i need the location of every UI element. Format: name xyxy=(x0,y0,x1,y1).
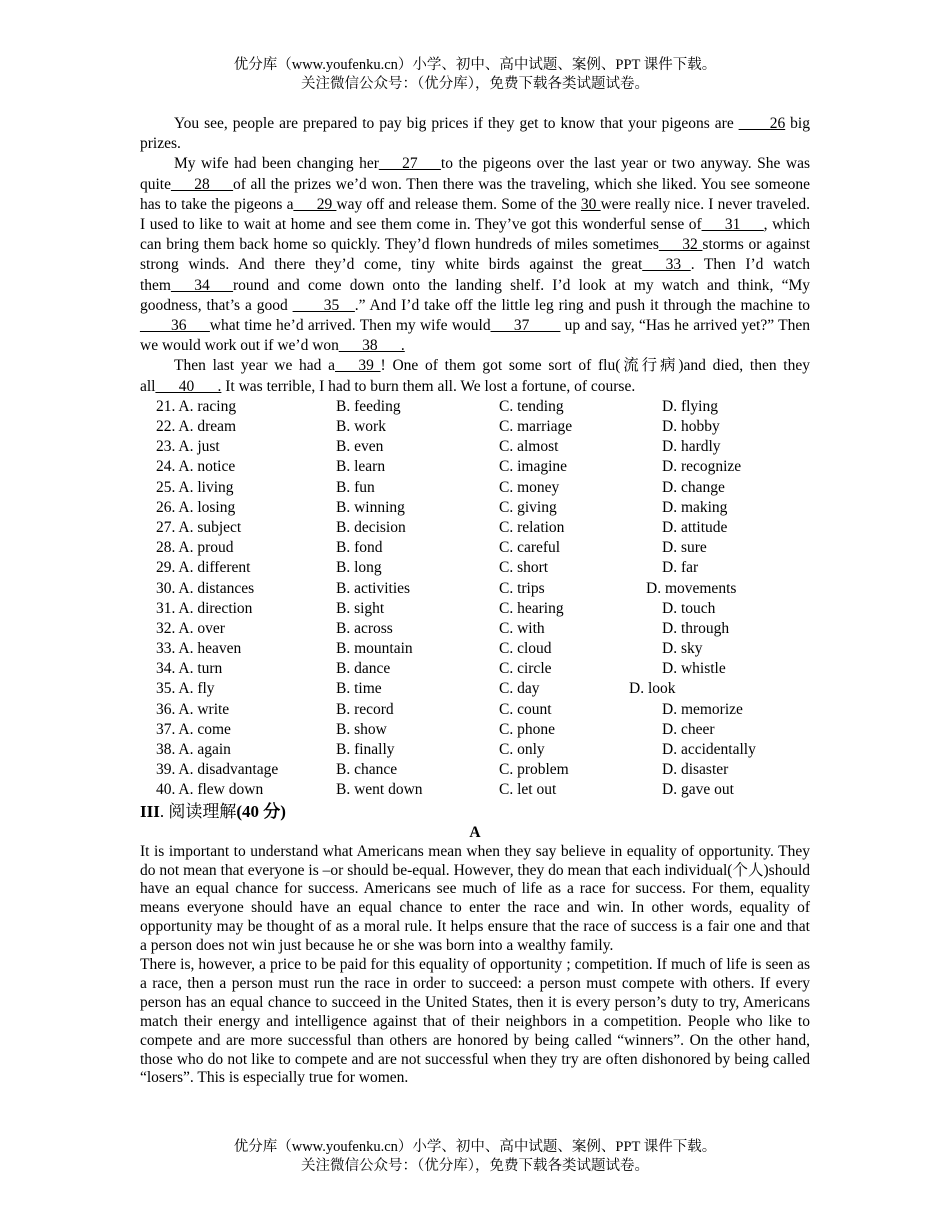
option-row-21 xyxy=(140,397,810,417)
option-a: 26. A. losing xyxy=(156,498,236,516)
option-row-22 xyxy=(140,417,810,437)
section-score: (40 分) xyxy=(236,801,286,821)
option-row-26 xyxy=(140,498,810,518)
option-b: B. time xyxy=(336,680,382,698)
option-d: D. look xyxy=(629,680,676,698)
option-b: B. fun xyxy=(336,478,375,496)
option-c: C. imagine xyxy=(499,458,568,476)
option-b: B. mountain xyxy=(336,640,413,658)
text-run: Then last year we had a xyxy=(174,357,336,375)
blank-26: ____26 xyxy=(738,115,786,132)
text-run: up and say, “Has he arrived yet?” Then we would work out if we’d won xyxy=(140,317,810,355)
option-b: B. record xyxy=(336,700,394,718)
passage-paragraph-1: It is important to understand what Americans mean when they say believe in equality of opportunity. They do not mean that everyone is –or should be-equal. However, they do mean that each individual(个人)should have an equal chance for success. Americans see much of life as a race for success. For them, equality means everyone should have an equal chance to enter the race and win. In other words, equality of opportunity may be thought of as a moral rule. It helps ensure that the race of success is a fair one and that a person does not win just because he or she was born into a wealthy family. xyxy=(140,842,810,955)
option-b: B. went down xyxy=(336,781,423,799)
option-b: B. long xyxy=(336,559,382,577)
section-title: 阅读理解 xyxy=(168,801,237,821)
cloze-paragraph-3 xyxy=(140,356,810,396)
option-a: 32. A. over xyxy=(156,619,225,637)
option-a: 24. A. notice xyxy=(156,458,236,476)
option-a: 27. A. subject xyxy=(156,518,242,536)
option-d: D. sky xyxy=(662,640,703,658)
option-row-30 xyxy=(140,579,810,599)
options-list xyxy=(140,397,810,801)
option-a: 23. A. just xyxy=(156,438,220,456)
option-c: C. giving xyxy=(499,498,557,516)
option-b: B. show xyxy=(336,720,387,738)
option-d: D. hobby xyxy=(662,418,720,436)
passage-title: A xyxy=(469,823,481,841)
cloze-paragraph-2 xyxy=(140,154,810,356)
option-c: C. count xyxy=(499,700,552,718)
option-d: D. through xyxy=(662,619,730,637)
option-row-28 xyxy=(140,538,810,558)
option-c: C. cloud xyxy=(499,640,552,658)
option-d: D. accidentally xyxy=(662,741,756,759)
option-row-37 xyxy=(140,720,810,740)
text-run: big prizes. xyxy=(140,115,810,153)
option-row-39 xyxy=(140,760,810,780)
section-dot: . xyxy=(159,801,169,821)
option-row-31 xyxy=(140,599,810,619)
text-run: , which can bring them back home so quickly. They’d flown hundreds of miles sometimes xyxy=(140,216,810,254)
option-c: C. let out xyxy=(499,781,557,799)
text-run: to the pigeons over the last year or two anyway. She was quite xyxy=(140,155,810,193)
text-run: My wife had been changing her xyxy=(174,155,379,173)
blank-40: ___40___. xyxy=(155,377,222,395)
option-c: C. phone xyxy=(499,720,555,738)
option-row-36 xyxy=(140,700,810,720)
option-row-23 xyxy=(140,437,810,457)
text-run: were really nice. I never traveled. I used to like to wait at home and see them come in. They’ve got this wonderful sense of xyxy=(140,195,810,234)
text-run: . Then I’d watch them xyxy=(140,256,810,294)
option-c: C. relation xyxy=(499,518,565,536)
text-run: round and come down onto the landing shelf. I’d look at my watch and think, “My goodness, that’s a good xyxy=(140,276,810,314)
option-row-34 xyxy=(140,659,810,679)
option-b: B. learn xyxy=(336,458,386,476)
text-run: ! One of them got some sort of flu(流行病)and died, then they all xyxy=(140,357,810,395)
blank-33: ___33 xyxy=(642,256,691,274)
option-b: B. finally xyxy=(336,741,395,759)
blank-37: ___37____ xyxy=(490,317,561,335)
option-a: 28. A. proud xyxy=(156,539,234,557)
option-row-32 xyxy=(140,619,810,639)
option-a: 25. A. living xyxy=(156,478,234,496)
option-c: C. circle xyxy=(499,660,552,678)
option-c: C. hearing xyxy=(499,599,564,617)
option-a: 36. A. write xyxy=(156,700,230,718)
option-b: B. decision xyxy=(336,518,406,536)
header-line-1: 优分库（www.youfenku.cn）小学、初中、高中试题、案例、PPT 课件下载。 xyxy=(233,57,717,73)
option-d: D. recognize xyxy=(662,458,742,476)
passage-paragraph-2: There is, however, a price to be paid for this equality of opportunity ; competition. If much of life is seen as a race, then a person must run the race in order to succeed: a person must compete with others. If every person has an equal chance to succeed in the United States, then it is every person’s duty to try, Americans match their energy and intelligence against that of their neighbors in a competition. People who like to compete and are more successful than others are honored by being called “winners”. On the other hand, those who do not like to compete and are not successful when they try are often dishonored by being called “losers”. This is especially true for women. xyxy=(140,956,810,1087)
text-run: storms or against strong winds. And there they’d come, tiny white birds against the great xyxy=(140,236,810,274)
option-b: B. sight xyxy=(336,599,385,617)
option-a: 33. A. heaven xyxy=(156,640,242,658)
text-run: way off and release them. Some of the xyxy=(336,195,581,213)
option-c: C. short xyxy=(499,559,549,577)
option-a: 30. A. distances xyxy=(156,579,255,597)
option-row-35 xyxy=(140,679,810,699)
option-c: C. problem xyxy=(499,761,569,779)
option-row-25 xyxy=(140,478,810,498)
option-a: 22. A. dream xyxy=(156,418,237,436)
option-row-33 xyxy=(140,639,810,659)
option-b: B. activities xyxy=(336,579,411,597)
option-a: 37. A. come xyxy=(156,720,231,738)
text-run: .” And I’d take off the little leg ring and push it through the machine to xyxy=(354,296,811,314)
option-a: 40. A. flew down xyxy=(156,781,264,799)
option-d: D. attitude xyxy=(662,518,728,536)
option-d: D. movements xyxy=(646,579,737,597)
option-c: C. trips xyxy=(499,579,545,597)
option-row-24 xyxy=(140,457,810,477)
option-a: 31. A. direction xyxy=(156,599,253,617)
section-heading xyxy=(140,801,810,823)
page-footer xyxy=(0,1138,950,1176)
option-d: D. flying xyxy=(662,397,718,415)
header-line-2: 关注微信公众号：（优分库），免费下载各类试题试卷。 xyxy=(301,76,649,92)
option-d: D. memorize xyxy=(662,700,743,718)
option-a: 34. A. turn xyxy=(156,660,223,678)
option-c: C. almost xyxy=(499,438,559,456)
blank-36: ____36___ xyxy=(140,317,210,335)
blank-28: ___28___ xyxy=(171,175,233,193)
option-d: D. making xyxy=(662,498,728,516)
text-run: of all the prizes we’d won. Then there was the traveling, which she liked. You see someone has to take the pigeons a xyxy=(140,175,810,213)
option-row-40 xyxy=(140,780,810,800)
option-d: D. cheer xyxy=(662,720,715,738)
option-c: C. day xyxy=(499,680,540,698)
blank-38: ___38___. xyxy=(338,337,405,355)
option-row-27 xyxy=(140,518,810,538)
cloze-paragraph-1 xyxy=(140,114,810,154)
page-content xyxy=(140,114,810,1088)
text-run: It was terrible, I had to burn them all. We lost a fortune, of course. xyxy=(221,377,636,395)
blank-39: ___39 xyxy=(335,357,381,375)
option-b: B. work xyxy=(336,418,386,436)
option-b: B. feeding xyxy=(336,397,401,415)
option-d: D. hardly xyxy=(662,438,721,456)
option-b: B. fond xyxy=(336,539,383,557)
blank-35: ____35__ xyxy=(292,296,355,314)
option-b: B. even xyxy=(336,438,384,456)
text-run: You see, people are prepared to pay big prices if they get to know that your pigeons are xyxy=(174,115,739,132)
section-numeral: III xyxy=(140,801,160,821)
blank-27: ___27___ xyxy=(378,155,441,173)
option-a: 21. A. racing xyxy=(156,397,237,415)
option-a: 38. A. again xyxy=(156,741,231,759)
blank-30: 30 xyxy=(580,195,601,213)
blank-34: ___34___ xyxy=(171,276,233,294)
option-c: C. marriage xyxy=(499,418,573,436)
option-c: C. careful xyxy=(499,539,561,557)
footer-line-1: 优分库（www.youfenku.cn）小学、初中、高中试题、案例、PPT 课件下载。 xyxy=(233,1139,717,1155)
page-header xyxy=(0,56,950,94)
option-d: D. disaster xyxy=(662,761,729,779)
option-d: D. far xyxy=(662,559,699,577)
option-d: D. sure xyxy=(662,539,707,557)
blank-32: ___32 xyxy=(658,236,703,254)
blank-31: ___31___ xyxy=(701,216,764,234)
option-c: C. only xyxy=(499,741,545,759)
option-b: B. across xyxy=(336,619,393,637)
text-run: what time he’d arrived. Then my wife would xyxy=(209,317,491,335)
option-b: B. winning xyxy=(336,498,405,516)
option-d: D. change xyxy=(662,478,725,496)
option-b: B. chance xyxy=(336,761,398,779)
option-row-38 xyxy=(140,740,810,760)
option-c: C. tending xyxy=(499,397,564,415)
option-c: C. with xyxy=(499,619,545,637)
blank-29: ___29 xyxy=(293,195,337,213)
option-a: 39. A. disadvantage xyxy=(156,761,279,779)
option-row-29 xyxy=(140,558,810,578)
footer-line-2: 关注微信公众号：（优分库），免费下载各类试题试卷。 xyxy=(301,1158,649,1174)
option-d: D. touch xyxy=(662,599,716,617)
option-d: D. whistle xyxy=(662,660,726,678)
option-d: D. gave out xyxy=(662,781,734,799)
option-b: B. dance xyxy=(336,660,391,678)
option-a: 29. A. different xyxy=(156,559,251,577)
option-c: C. money xyxy=(499,478,560,496)
option-a: 35. A. fly xyxy=(156,680,215,698)
